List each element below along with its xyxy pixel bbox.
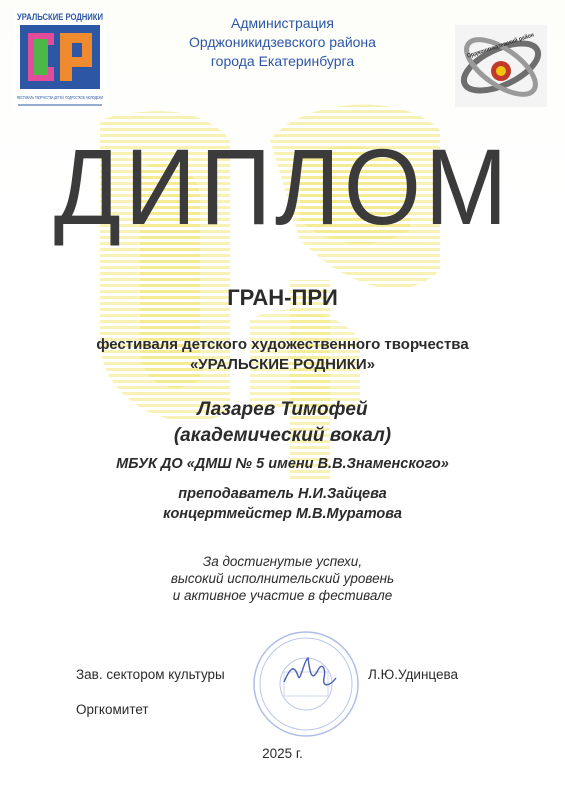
issuer-header <box>150 14 415 71</box>
award-title: ГРАН-ПРИ <box>227 285 338 310</box>
festival-name <box>0 335 565 375</box>
issuer-line-1: Администрация <box>231 15 334 31</box>
issue-year: 2025 г. <box>262 746 303 761</box>
signer-position: Зав. сектором культуры <box>76 667 225 682</box>
festival-logo <box>14 9 155 113</box>
festival-line-2: «УРАЛЬСКИЕ РОДНИКИ» <box>189 356 376 373</box>
district-emblem <box>455 25 547 107</box>
accompanist-name: концертмейстер М.В.Муратова <box>163 506 402 522</box>
logo-caption-top: УРАЛЬСКИЕ РОДНИКИ <box>17 12 103 22</box>
organizing-committee: Оргкомитет <box>76 702 149 717</box>
recipient-name: Лазарев Тимофей <box>197 399 368 420</box>
teacher-name: преподаватель Н.И.Зайцева <box>178 486 387 502</box>
merit-line-1: За достигнутые успехи, <box>202 554 363 569</box>
logo-caption-bottom: ФЕСТИВАЛЬ ТВОРЧЕСТВА ДЕТЕЙ, ПОДРОСТКОВ, МОЛОДЕЖИ <box>17 95 155 100</box>
teachers <box>0 484 565 524</box>
document-title: ДИПЛОМ <box>53 126 512 247</box>
merit-line-3: и активное участие в фестивале <box>172 588 393 603</box>
signer-name: Л.Ю.Удинцева <box>368 667 459 682</box>
handwritten-signature <box>280 648 340 698</box>
issuer-line-3: города Екатеринбурга <box>210 53 355 69</box>
issuer-line-2: Орджоникидзевского района <box>189 34 376 50</box>
merit-statement <box>0 553 565 604</box>
emblem-caption: Орджоникидзевский район <box>466 29 546 60</box>
recipient-category: (академический вокал) <box>173 425 392 446</box>
festival-line-1: фестиваля детского художественного творчества <box>96 336 469 353</box>
merit-line-2: высокий исполнительский уровень <box>170 571 395 586</box>
institution: МБУК ДО «ДМШ № 5 имени В.В.Знаменского» <box>116 456 449 472</box>
recipient <box>0 397 565 449</box>
